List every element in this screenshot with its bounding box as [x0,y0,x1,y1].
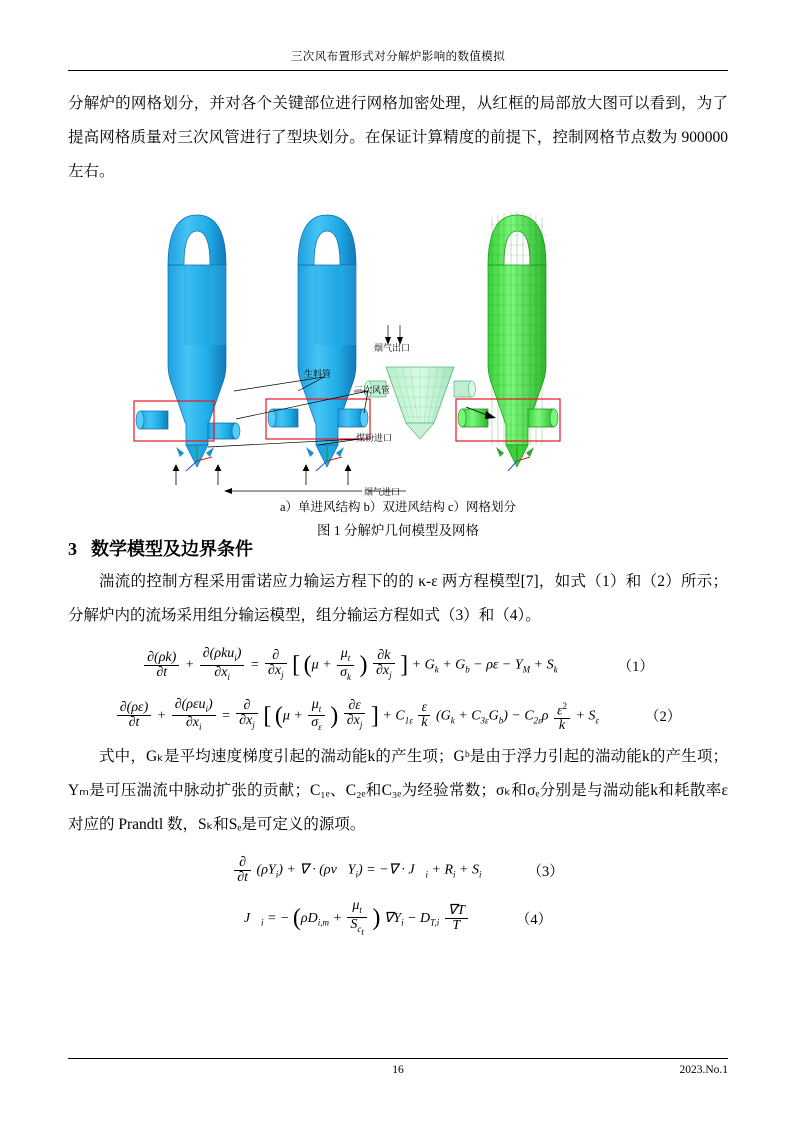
figure-1 [68,195,728,538]
equation-4-expression: $J⃗_i$ = − ($\rho D_{i,m}$ + $\frac{\mu_t}{S_{ct}}$ ) $\nabla Y_i - D_{T,i}$ $\frac{\nabla T}{T}$ [244,899,470,938]
equation-3-row [68,856,728,885]
equation-3-number: （3） [527,864,564,881]
figure-caption: 图 1 分解炉几何模型及网格 [317,523,479,538]
equation-1-number: （1） [617,658,654,675]
figure-label-flue-gas-inlet: 烟气进口 [364,487,401,497]
paragraph-mesh-description: 分解炉的网格划分，并对各个关键部位进行网格加密处理，从红框的局部放大图可以看到，为了提高网格质量对三次风管进行了型块划分。在保证计算精度的前提下，控制网格节点数为 900000 左右。 [68,95,728,180]
paragraph-turbulence-model: 湍流的控制方程采用雷诺应力输运方程下的的 κ-ε 两方程模型[7]，如式（1）和（2）所示；分解炉内的流场采用组分输运模型，组分输运方程如式（3）和（4）。 [68,573,728,624]
figure-label-raw-meal-pipe: 生料管 [304,369,332,379]
equation-2-row [68,698,728,735]
section-title: 数学模型及边界条件 [91,539,253,559]
model-b-double-inlet [266,215,370,485]
model-c-mesh [456,211,560,471]
section-number: 3 [68,539,77,559]
figure-label-tertiary-air-duct: 三次风管 [354,385,391,395]
equation-1-expression: $\frac{\partial(\rho k)}{\partial t}$ + $\frac{\partial(\rho ku_i)}{\partial x_i}$ = $\frac{\partial}{\partial x_j}$ [ (μ + $\frac{\mu_t}{\sigma_k}$ ) $\frac{\partial k}{\partial x_j}$ ] + $G_k + G_b - \rho\varepsilon - Y_M + S_k$ [142,647,558,684]
issue-label: 2023.No.1 [679,1064,728,1076]
header-rule [68,70,728,71]
equation-4-number: （4） [515,912,553,929]
equation-3-expression: $\frac{\partial}{\partial t}$ $(\rho Y_i)$ + ∇ · $(\rho v⃗Y_i)$ = −∇ · $J⃗_i + R_i + S_i$ [232,856,481,885]
figure-label-coal-inlet: 煤粉进口 [356,433,393,443]
page-content [68,48,728,1058]
model-a-single-inlet [134,215,240,485]
figure-1-canvas [68,195,728,495]
figure-label-flue-gas-outlet: 烟气出口 [374,343,411,353]
equation-4-row [68,899,728,938]
equation-2-expression: $\frac{\partial(\rho\varepsilon)}{\partial t}$ + $\frac{\partial(\rho\varepsilon u_i)}{\partial x_i}$ = $\frac{\partial}{\partial x_j}$ [ (μ + $\frac{\mu_t}{\sigma_\varepsilon}$ ) $\frac{\partial\varepsilon}{\partial x_j}$ ] + $C_{1\varepsilon}$ $\frac{\varepsilon}{k}$ $(G_k + C_{3\varepsilon}G_b) - C_{2\varepsilon}\rho$ $\frac{\varepsilon^2}{k}$ + $S_\varepsilon$ [115,698,599,735]
mesh-zoom-inset [365,367,497,439]
paragraph-symbol-definitions: 式中，Gₖ是平均速度梯度引起的湍动能k的产生项；Gᵇ是由于浮力引起的湍动能k的产生项；Yₘ是可压湍流中脉动扩张的贡献；C₁ₑ、C₂ₑ和C₃ₑ为经验常数；σₖ和σₑ分别是与湍动能k和耗散率ε对应的 Prandtl 数，Sₖ和Sₑ是可定义的源项。 [68,748,728,834]
running-header: 三次风布置形式对分解炉影响的数值模拟 [290,51,506,63]
page-number: 16 [392,1064,404,1076]
footer-rule [68,1058,728,1059]
equation-1-row [68,647,728,684]
figure-subcaption: a）单进风结构 b）双进风结构 c）网格划分 [279,500,517,514]
equation-2-number: （2） [644,709,682,726]
